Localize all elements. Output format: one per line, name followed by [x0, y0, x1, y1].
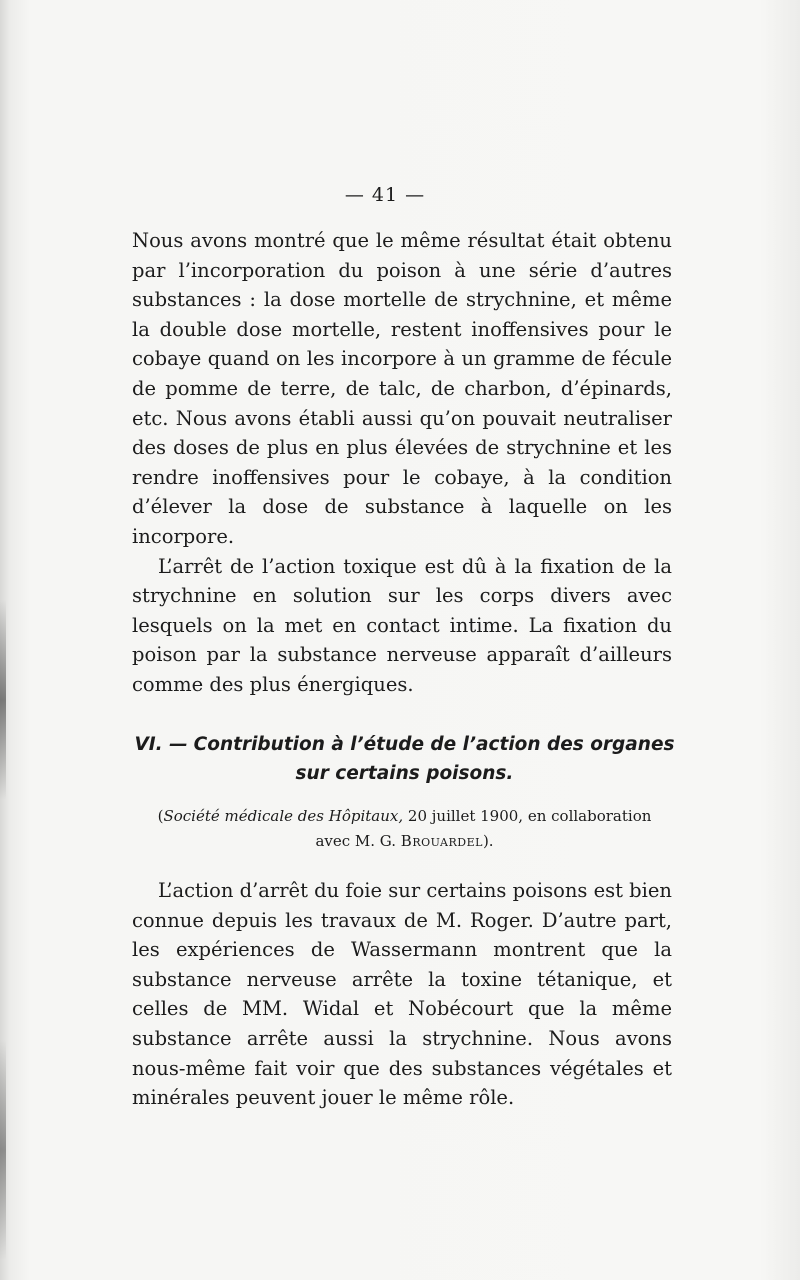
- citation-journal: Société médicale des Hôpitaux,: [163, 807, 404, 825]
- body-text-bottom: [132, 876, 672, 1113]
- section-heading-line-1: [132, 730, 677, 759]
- body-text-top: [132, 226, 672, 700]
- binding-shadow-lower: [0, 1040, 6, 1260]
- citation-line-2: [132, 829, 677, 854]
- paragraph-2: L’arrêt de l’action toxique est dû à la fixation de la strychnine en solution sur les corps divers avec lesquels on la met en contact intime. La fixation du poison par la substance nerveuse apparaît d’ailleurs comme des plus énergiques.: [132, 554, 672, 696]
- citation-open-paren: (: [157, 807, 164, 825]
- binding-shadow: [0, 600, 6, 800]
- section-title-line-2: sur certains poisons.: [295, 763, 514, 784]
- citation-date: 20 juillet 1900, en collaboration: [407, 807, 652, 825]
- citation-line-1: [132, 804, 677, 829]
- citation-with: avec M. G.: [315, 832, 397, 850]
- citation-author: Brouardel: [400, 832, 483, 850]
- citation: [132, 804, 677, 854]
- paragraph-1: Nous avons montré que le même résultat était obtenu par l’incorporation du poison à une série d’autres substances : la dose mortelle de strychnine, et même la double dose mortelle, restent inoffensives pour le cobaye quand on les incorpore à un gramme de fécule de pomme de terre, de talc, de charbon, d’épinards, etc. Nous avons établi aussi qu’on pouvait neutraliser des doses de plus en plus élevées de strychnine et les rendre inoffensives pour le cobaye, à la condition d’élever la dose de substance à laquelle on les incorpore.: [132, 229, 672, 548]
- section-heading: [132, 730, 677, 788]
- citation-close: ).: [482, 832, 494, 850]
- paragraph-3: L’action d’arrêt du foie sur certains poisons est bien connue depuis les travaux de M. Roger. D’autre part, les expériences de Wassermann montrent que la substance nerveuse arrête la toxine tétanique, et celles de MM. Widal et Nobécourt que la même substance arrête aussi la strychnine. Nous avons nous-même fait voir que des substances végétales et minérales peuvent jouer le même rôle.: [132, 879, 672, 1110]
- page-number: — 41 —: [344, 184, 426, 206]
- section-number: VI. —: [134, 734, 188, 755]
- section-title-line-1: Contribution à l’étude de l’action des organes: [193, 734, 675, 755]
